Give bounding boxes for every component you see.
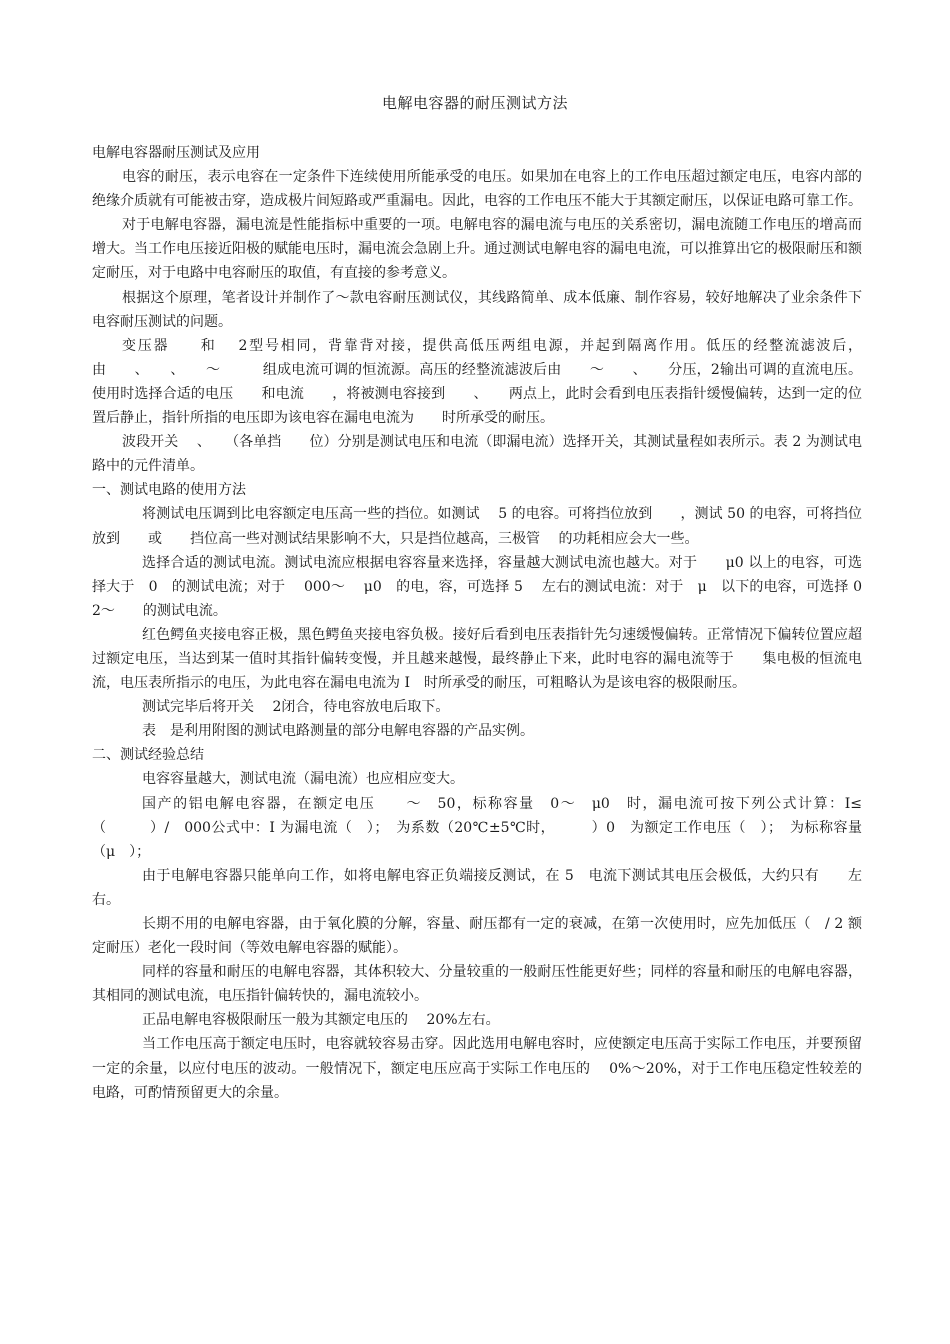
paragraph: 正品电解电容极限耐压一般为其额定电压的 20%左右。	[142, 1012, 500, 1029]
paragraph: 表 是利用附图的测试电路测量的部分电解电容器的产品实例。	[142, 723, 534, 740]
paragraph: 电容的耐压，表示电容在一定条件下连续使用所能承受的电压。如果加在电容上的工作电压超过额定电压，电容内部的绝缘介质就有可能被击穿，造成极片间短路或严重漏电。因此，电容的工作电压不能大于其额定耐压，以保证电路可靠工作。	[92, 169, 862, 210]
paragraph: 变压器 和 2型号相同，背靠背对接，提供高低压两组电源，并起到隔离作用。低压的经整流滤波后，由 、 、 ～ 组成电流可调的恒流源。高压的经整流滤波后由 ～ 、 分压，2输出可调的直流电压。使用时选择合适的电压 和电流 ，将被测电容接到 、 两点上，此时会看到电压表指针缓慢偏转，达到一定的位置后静止，指针所指的电压即为该电容在漏电电流为 时所承受的耐压。	[92, 337, 862, 427]
section-heading: 二、测试经验总结	[92, 747, 204, 764]
paragraph: 将测试电压调到比电容额定电压高一些的挡位。如测试 5 的电容。可将挡位放到 ，测试 50 的电容，可将挡位放到 或 挡位高一些对测试结果影响不大，只是挡位越高，三极管 的功耗相应会大一些。	[92, 506, 862, 547]
paragraph: 红色鳄鱼夹接电容正极，黑色鳄鱼夹接电容负极。接好后看到电压表指针先匀速缓慢偏转。正常情况下偏转位置应超过额定电压，当达到某一值时其指针偏转变慢，并且越来越慢，最终静止下来，此时电容的漏电流等于 集电极的恒流电流，电压表所指示的电压，为此电容在漏电电流为 I 时所承受的耐压，可粗略认为是该电容的极限耐压。	[92, 626, 862, 692]
paragraph: 波段开关 、 （各单挡 位）分别是测试电压和电流（即漏电流）选择开关，其测试量程如表所示。表 2 为测试电路中的元件清单。	[92, 434, 862, 475]
paragraph: 当工作电压高于额定电压时，电容就较容易击穿。因此选用电解电容时，应使额定电压高于实际工作电压，并要预留一定的余量，以应付电压的波动。一般情况下，额定电压应高于实际工作电压的 0%～20%，对于工作电压稳定性较差的电路，可酌情预留更大的余量。	[92, 1036, 862, 1101]
paragraph: 测试完毕后将开关 2闭合，待电容放电后取下。	[142, 699, 450, 716]
paragraph: 根据这个原理，笔者设计并制作了～款电容耐压测试仪，其线路简单、成本低廉、制作容易，较好地解决了业余条件下电容耐压测试的问题。	[92, 289, 862, 330]
paragraph: 国产的铝电解电容器，在额定电压 ～ 50，标称容量 0～ μ0 时，漏电流可按下列公式计算：I≤（ ）/ 000公式中：I 为漏电流（ ）； 为系数（20℃±5℃时， ）0 为额定工作电压（ ）； 为标称容量（μ ）；	[92, 795, 862, 860]
paragraph: 由于电解电容器只能单向工作，如将电解电容正负端接反测试，在 5 电流下测试其电压会极低，大约只有 左右。	[92, 867, 862, 908]
paragraph: 选择合适的测试电流。测试电流应根据电容容量来选择，容量越大测试电流也越大。对于 μ0 以上的电容，可选择大于 0 的测试电流；对于 000～ μ0 的电，容，可选择 5 左右的测试电流：对于 μ 以下的电容，可选择 0 2～ 的测试电流。	[92, 554, 876, 619]
paragraph: 对于电解电容器，漏电流是性能指标中重要的一项。电解电容的漏电流与电压的关系密切，漏电流随工作电压的增高而增大。当工作电压接近阳极的赋能电压时，漏电流会急剧上升。通过测试电解电容的漏电电流，可以推算出它的极限耐压和额定耐压，对于电路中电容耐压的取值，有直接的参考意义。	[92, 217, 862, 282]
section-heading: 电解电容器耐压测试及应用	[92, 145, 260, 161]
paragraph: 电容容量越大，测试电流（漏电流）也应相应变大。	[142, 771, 464, 788]
paragraph: 长期不用的电解电容器，由于氧化膜的分解，容量、耐压都有一定的衰减，在第一次使用时，应先加低压（ / 2 额定耐压）老化一段时间（等效电解电容器的赋能）。	[92, 916, 862, 957]
section-heading: 一、测试电路的使用方法	[92, 482, 246, 499]
document-title: 电解电容器的耐压测试方法	[381, 94, 568, 112]
paragraph: 同样的容量和耐压的电解电容器，其体积较大、分量较重的一般耐压性能更好些；同样的容量和耐压的电解电容器，其相同的测试电流，电压指针偏转快的，漏电流较小。	[92, 964, 862, 1005]
document-body	[92, 141, 876, 1105]
